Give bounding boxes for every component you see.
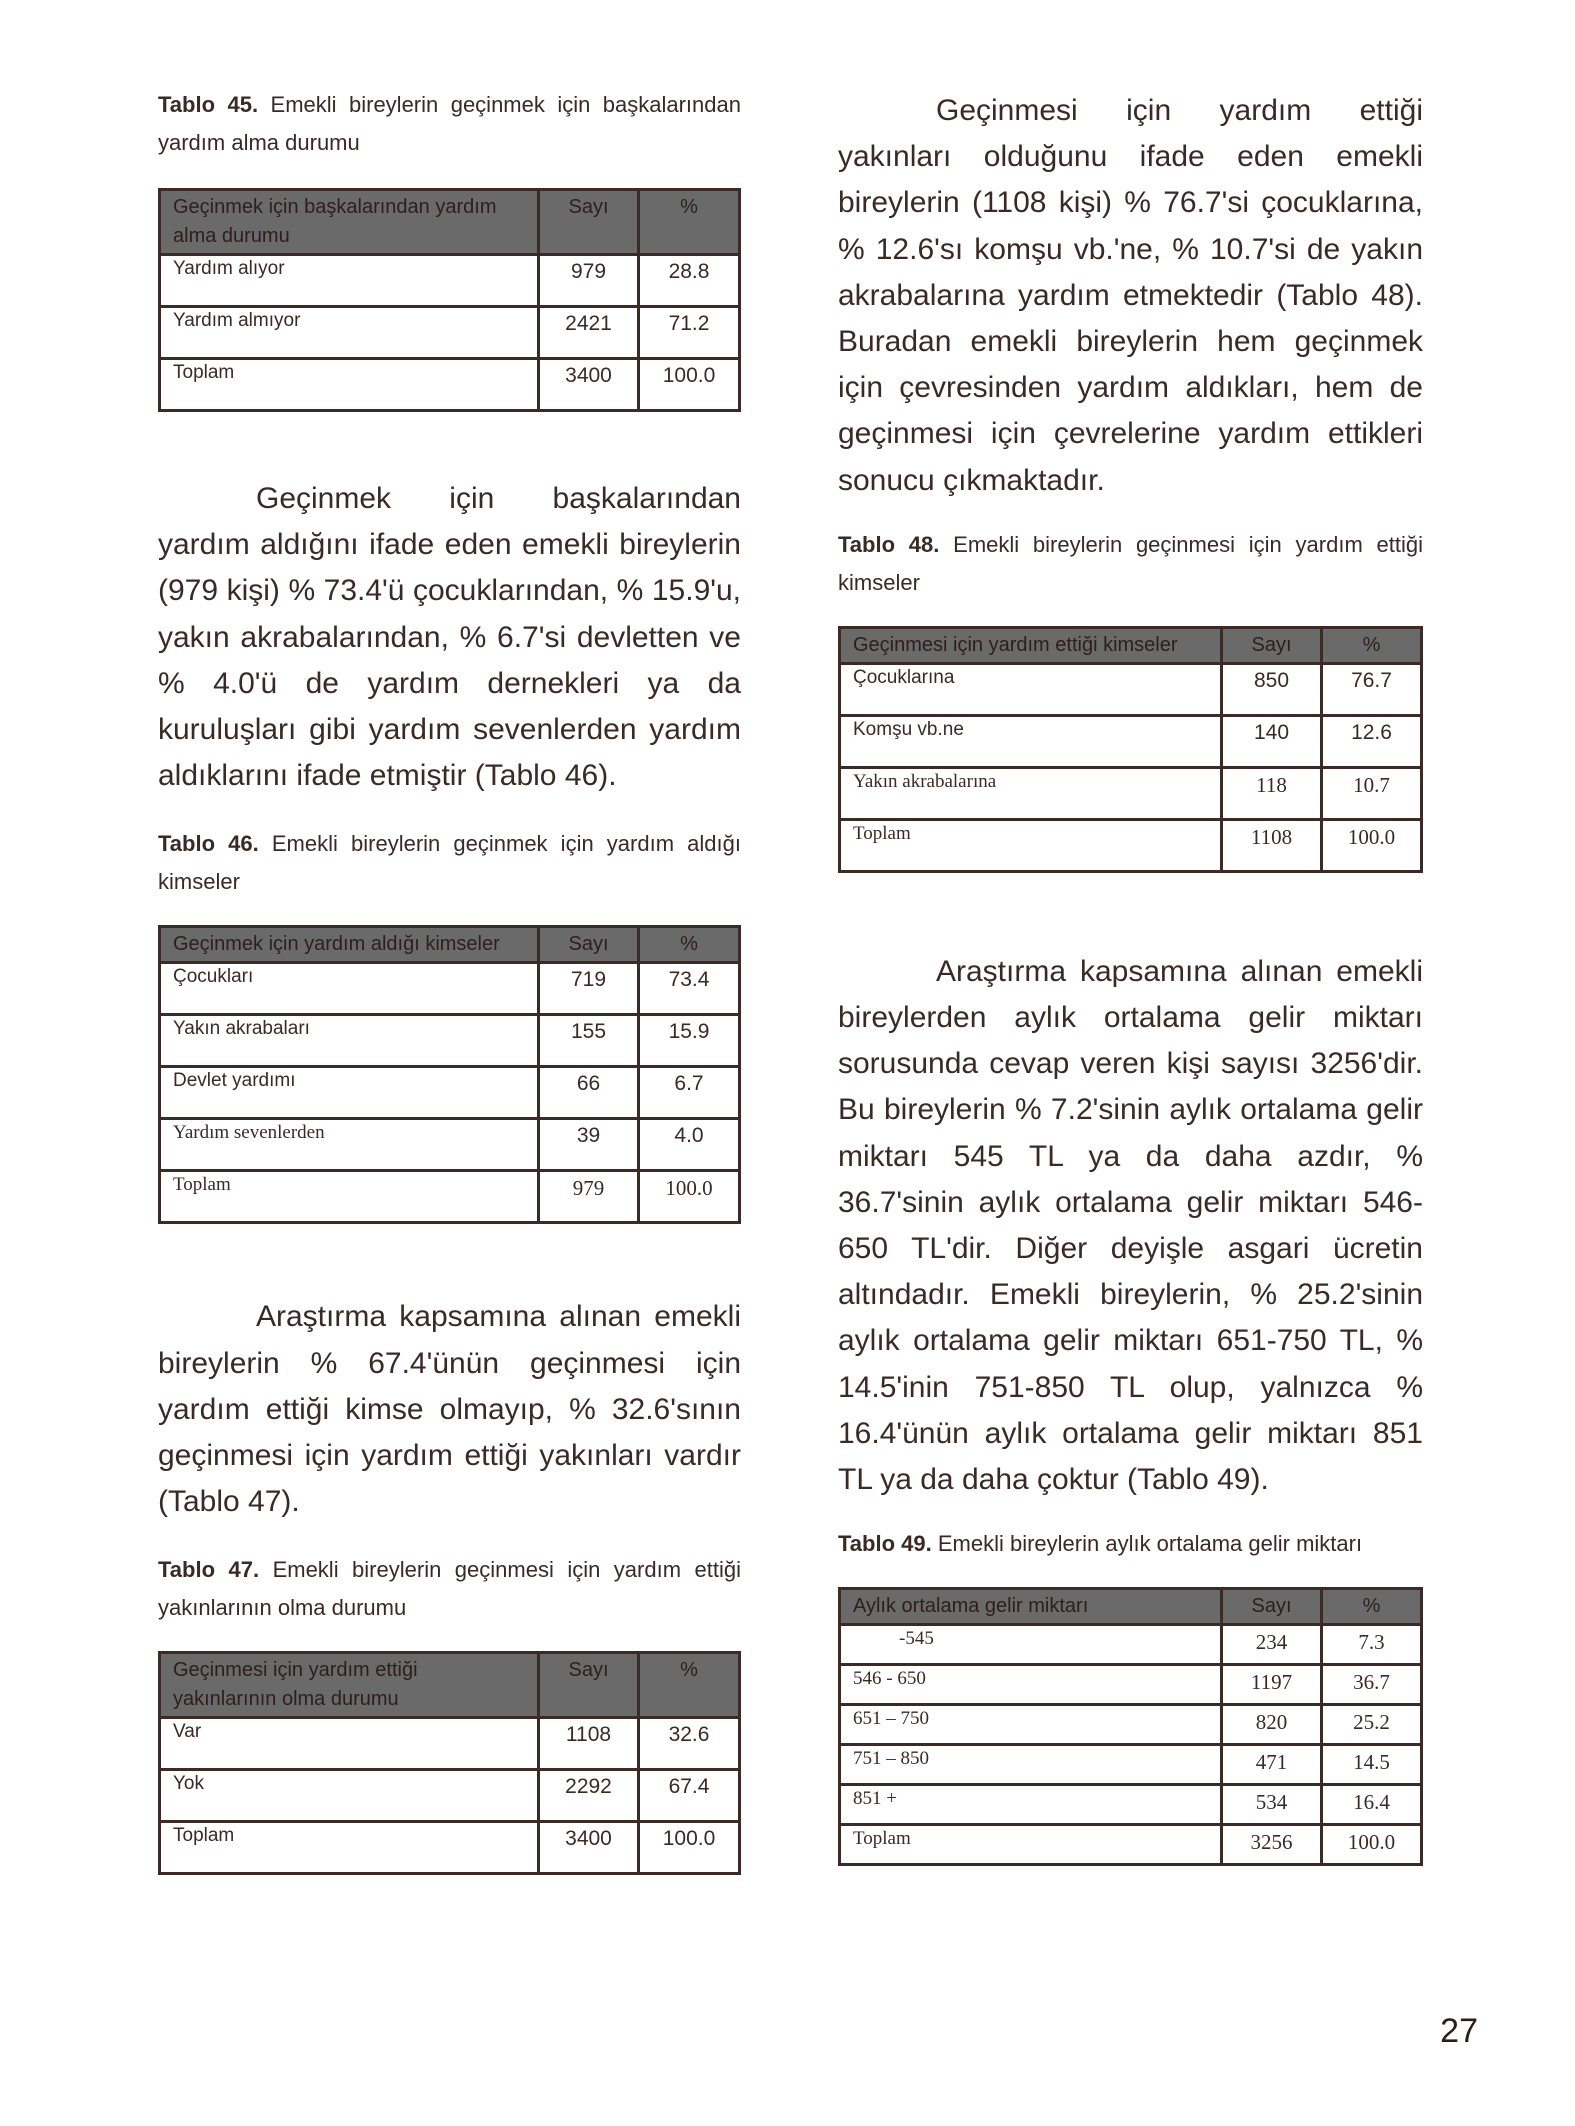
page-number: 27 [1440,2012,1478,2050]
table-row: Komşu vb.ne 140 12.6 [840,715,1422,767]
table48-caption: Tablo 48. Emekli bireylerin geçinmesi için yardım ettiği kimseler [838,531,1424,595]
right-column [838,88,1423,1866]
table48 [838,626,1423,873]
table-row: -545 234 7.3 [840,1625,1422,1665]
table-row: 651 – 750 820 25.2 [840,1705,1422,1745]
paragraph-1: Geçinmek için başkalarından yardım aldığını ifade eden emekli bireylerin (979 kişi) % 73.4'ü çocuklarından, % 15.9'u, yakın akrabalarından, % 6.7'si devletten ve % 4.0'ü de yardım dernekleri ya da kuruluşları gibi yardım sevenlerden yardım aldıklarını ifade etmiştir (Tablo 46). [158,482,741,793]
table-row: Yok 2292 67.4 [160,1770,740,1822]
table49 [838,1587,1423,1866]
table49-caption: Tablo 49. Emekli bireylerin aylık ortalama gelir miktarı [838,1531,1363,1557]
table46-header-category: Geçinmek için yardım aldığı kimseler [160,927,539,963]
table-row: Toplam 3400 100.0 [160,359,740,411]
table-row: Yardım alıyor 979 28.8 [160,255,740,307]
table-row: Toplam 3256 100.0 [840,1825,1422,1865]
table46-caption: Tablo 46. Emekli bireylerin geçinmek için yardım aldığı kimseler [158,831,741,895]
table-row: Toplam 3400 100.0 [160,1822,740,1874]
table49-header-percent: % [1322,1589,1422,1625]
table45-header-percent: % [639,190,740,255]
table-row: Toplam 1108 100.0 [840,819,1422,871]
left-column [158,86,741,1875]
paragraph-3: Geçinmesi için yardım ettiği yakınları olduğunu ifade eden emekli bireylerin (1108 kişi) % 76.7'si çocuklarına, % 12.6'sı komşu vb.'ne, % 10.7'si de yakın akrabalarına yardım etmektedir (Tablo 48). Buradan emekli bireylerin hem geçinmek için çevresinden yardım aldıkları, hem de geçinmesi için çevrelerine yardım ettikleri sonucu çıkmaktadır. [838,94,1423,497]
table45-header-category: Geçinmek için başkalarından yardım alma durumu [160,190,539,255]
table-row: Çocuklarına 850 76.7 [840,663,1422,715]
table47-caption: Tablo 47. Emekli bireylerin geçinmesi için yardım ettiği yakınlarının olma durumu [158,1557,741,1621]
table-row: Çocukları 719 73.4 [160,963,740,1015]
table45 [158,188,741,412]
table47-header-category: Geçinmesi için yardım ettiği yakınlarının olma durumu [160,1653,539,1718]
table-row: Devlet yardımı 66 6.7 [160,1067,740,1119]
table48-header-percent: % [1322,627,1422,663]
paragraph-2: Araştırma kapsamına alınan emekli bireylerin % 67.4'ünün geçinmesi için yardım ettiği kimse olmayıp, % 32.6'sının geçinmesi için yardım ettiği yakınları vardır (Tablo 47). [158,1300,741,1519]
table45-caption: Tablo 45. Emekli bireylerin geçinmek için başkalarından yardım alma durumu [158,92,741,155]
table-row: Yardım sevenlerden 39 4.0 [160,1119,740,1171]
table45-header-count: Sayı [539,190,639,255]
table-row: Yardım almıyor 2421 71.2 [160,307,740,359]
table46-header-count: Sayı [539,927,639,963]
table-row: Yakın akrabaları 155 15.9 [160,1015,740,1067]
table46 [158,925,741,1224]
table48-header-count: Sayı [1222,627,1322,663]
table47-header-percent: % [639,1653,740,1718]
table-row: 751 – 850 471 14.5 [840,1745,1422,1785]
table-row: 851 + 534 16.4 [840,1785,1422,1825]
table-row: Yakın akrabalarına 118 10.7 [840,767,1422,819]
table49-header-category: Aylık ortalama gelir miktarı [840,1589,1222,1625]
table47-header-count: Sayı [539,1653,639,1718]
table-row: Toplam 979 100.0 [160,1171,740,1223]
table-row: Var 1108 32.6 [160,1718,740,1770]
table47 [158,1651,741,1875]
table48-header-category: Geçinmesi için yardım ettiği kimseler [840,627,1222,663]
table49-header-count: Sayı [1222,1589,1322,1625]
paragraph-4: Araştırma kapsamına alınan emekli bireylerden aylık ortalama gelir miktarı sorusunda cevap veren kişi sayısı 3256'dir. Bu bireylerin % 7.2'sinin aylık ortalama gelir miktarı 545 TL ya da daha azdır, % 36.7'sinin aylık ortalama gelir miktarı 546-650 TL'dir. Diğer deyişle asgari ücretin altındadır. Emekli bireylerin, % 25.2'sinin aylık ortalama gelir miktarı 651-750 TL, % 14.5'inin 751-850 TL olup, yalnızca % 16.4'ünün aylık ortalama gelir miktarı 851 TL ya da daha çoktur (Tablo 49). [838,954,1423,1497]
table46-header-percent: % [639,927,740,963]
table-row: 546 - 650 1197 36.7 [840,1665,1422,1705]
